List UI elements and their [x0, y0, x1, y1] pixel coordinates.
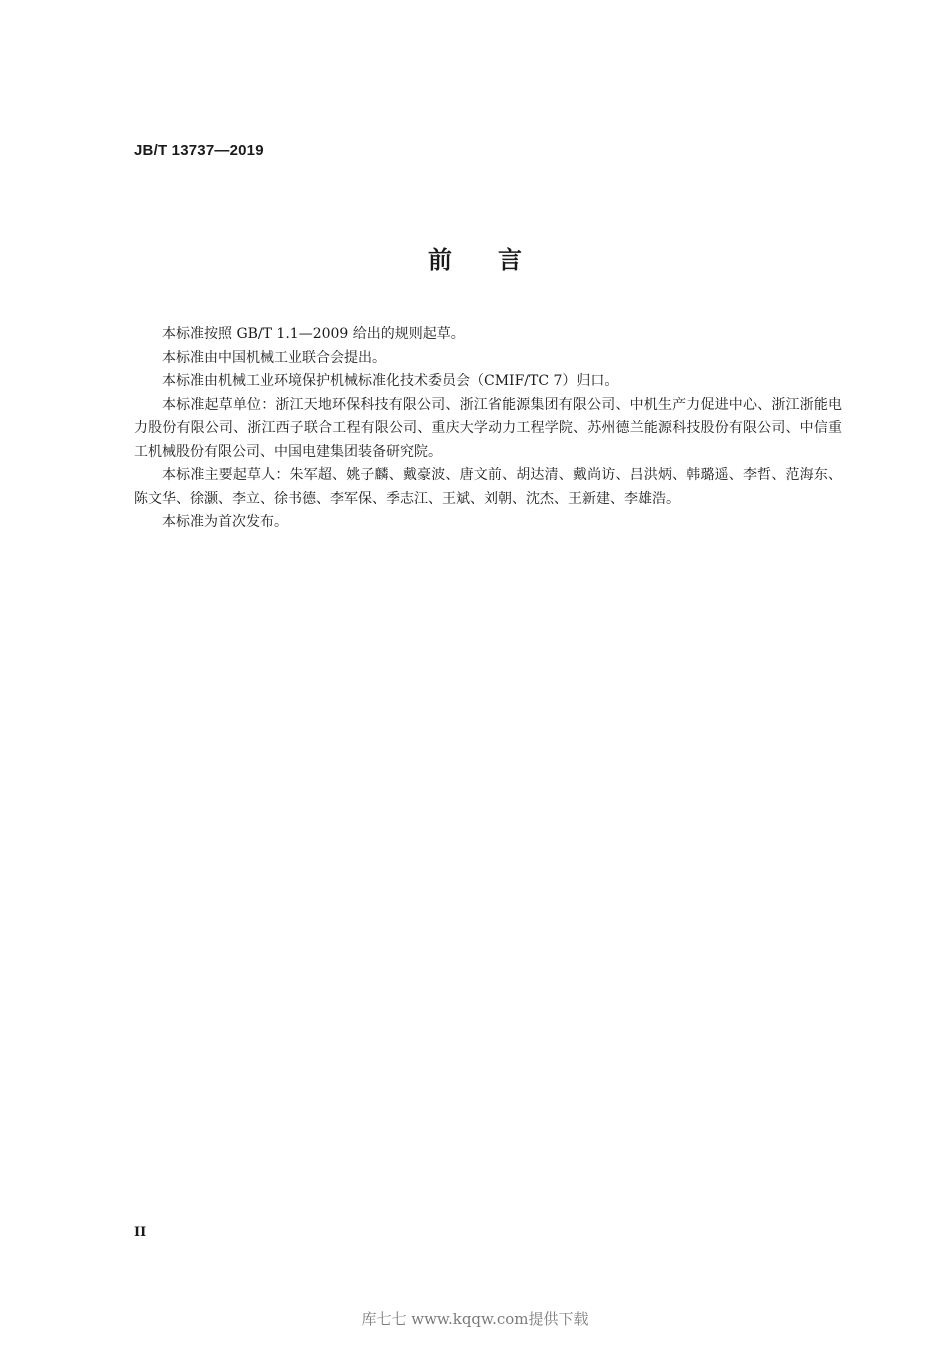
document-code: JB/T 13737—2019: [134, 142, 264, 159]
paragraph-drafting-units: 本标准起草单位：浙江天地环保科技有限公司、浙江省能源集团有限公司、中机生产力促进中心、浙江浙能电力股份有限公司、浙江西子联合工程有限公司、重庆大学动力工程学院、苏州德兰能源科技股份有限公司、中信重工机械股份有限公司、中国电建集团装备研究院。: [134, 396, 842, 460]
paragraph-committee: 本标准由机械工业环境保护机械标准化技术委员会（CMIF/TC 7）归口。: [162, 373, 619, 389]
paragraph-drafters: 本标准主要起草人：朱军超、姚子麟、戴豪波、唐文前、胡达清、戴尚访、吕洪炳、韩璐遥、李哲、范海东、陈文华、徐灏、李立、徐书德、李军保、季志江、王斌、刘朝、沈杰、王新建、李雄浩。: [134, 467, 842, 507]
page-number: II: [134, 1225, 147, 1240]
page-title: [0, 240, 950, 275]
paragraph-proposer: 本标准由中国机械工业联合会提出。: [162, 349, 386, 366]
download-watermark: 库七七 www.kqqw.com提供下载: [361, 1310, 589, 1328]
paragraph-first-release: 本标准为首次发布。: [162, 514, 288, 530]
foreword-body: [134, 323, 842, 535]
paragraph-drafting-rules: 本标准按照 GB/T 1.1—2009 给出的规则起草。: [162, 326, 465, 342]
title-char-1: 前: [428, 246, 452, 274]
title-char-2: 言: [498, 246, 522, 274]
